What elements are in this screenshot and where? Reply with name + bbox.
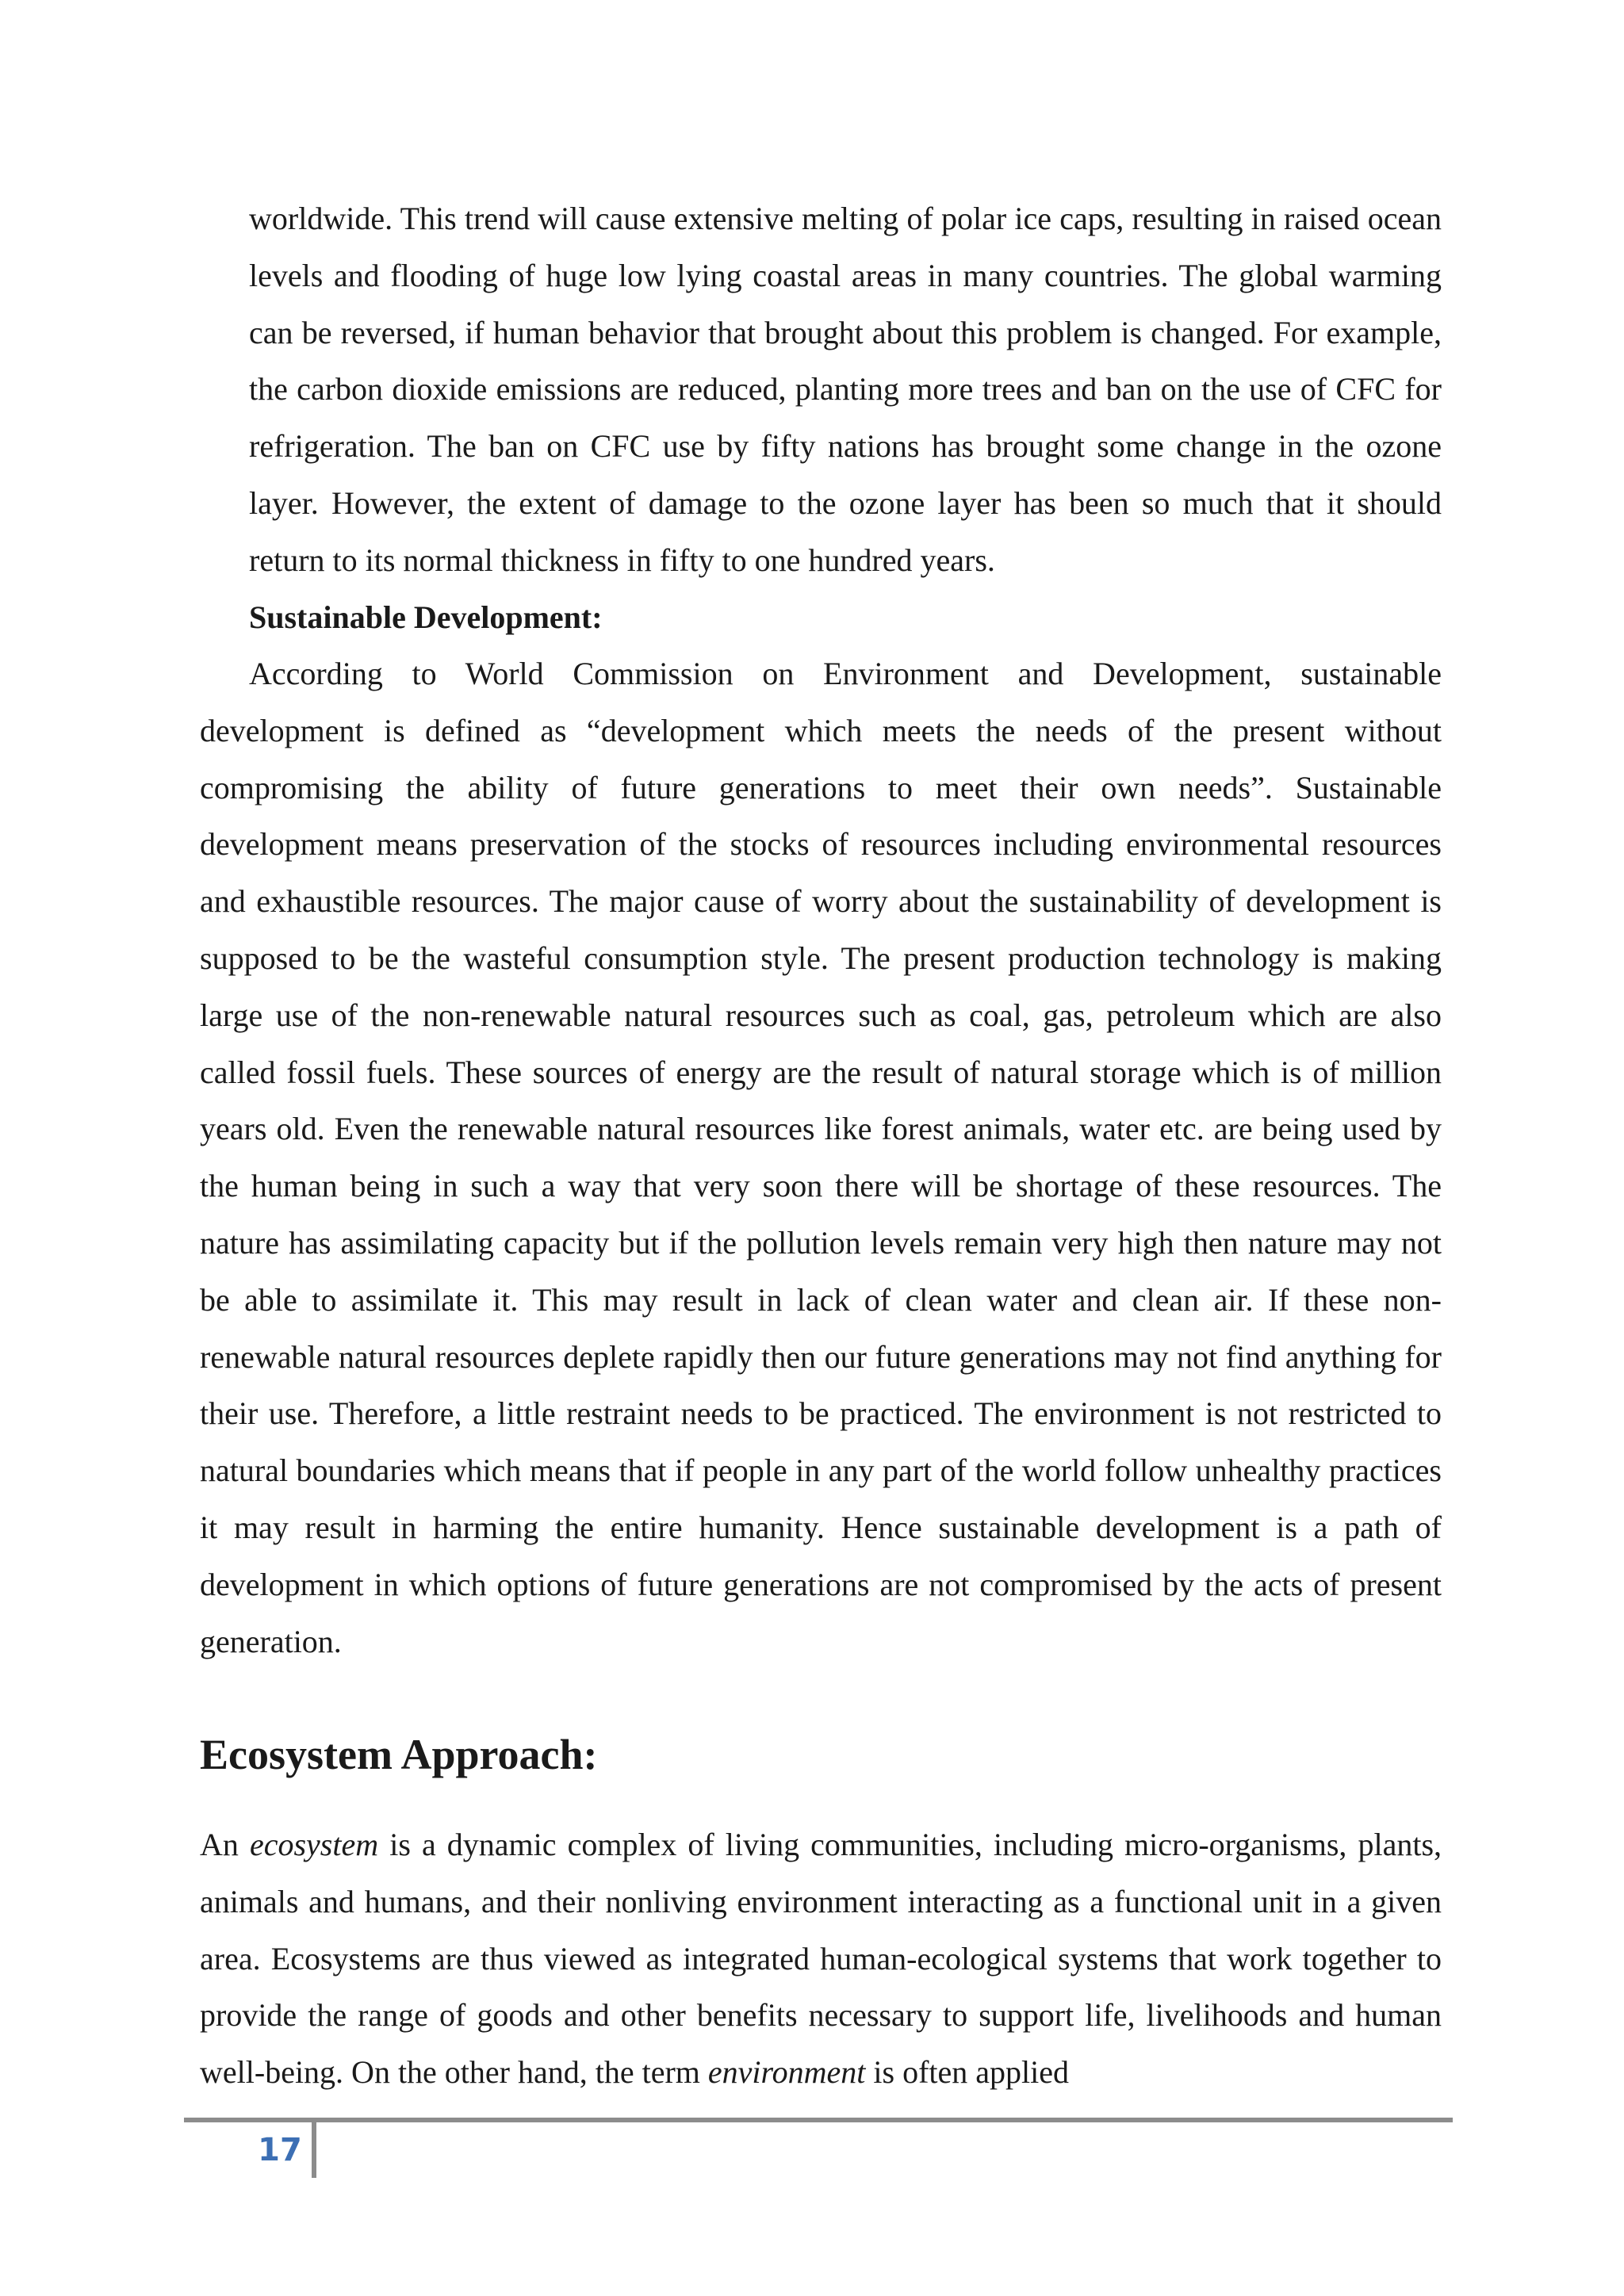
ecosystem-paragraph-start: An (200, 1827, 239, 1862)
term-environment: environment (707, 2054, 866, 2091)
sustainable-development-paragraph: According to World Commission on Environment and Development, sustainable development is defined as “development which meets the needs of the present without compromising the ability of future generations to meet their own needs”. Sustainable development means preservation of the stocks of resources including environmental resources and exhaustible resources. The major cause of worry about the sustainability of development is supposed to be the wasteful consumption style. The present production technology is making large use of the non-renewable natural resources such as coal, gas, petroleum which are also called fossil fuels. These sources of energy are the result of natural storage which is of million years old. Even the renewable natural resources like forest animals, water etc. are being used by the human being in such a way that very soon there will be shortage of these resources. The nature has assimilating capacity but if the pollution levels remain very high then nature may not be able to assimilate it. This may result in lack of clean water and clean air. If these non-renewable natural resources deplete rapidly then our future generations may not find anything for their use. Therefore, a little restraint needs to be practiced. The environment is not restricted to natural boundaries which means that if people in any part of the world follow unhealthy practices it may result in harming the entire humanity. Hence sustainable development is a path of development in which options of future generations are not compromised by the acts of present generation. (200, 656, 1442, 1659)
sustainable-development-subheading: Sustainable Development: (249, 599, 603, 635)
continuation-block (249, 190, 1442, 645)
term-ecosystem: ecosystem (249, 1827, 379, 1862)
footer-rule (184, 2118, 1453, 2122)
ecosystem-paragraph-body: is a dynamic complex of living communities, including micro-organisms, plants, animals and humans, and their nonliving environment interacting as a functional unit in a given area. Ecosystems are thus viewed as integrated human-ecological systems that work together to provide the range of goods and other benefits necessary to support life, livelihoods and human well-being. On the other hand, the term (200, 1827, 1442, 2091)
footer-divider (312, 2121, 316, 2178)
page-number: 17 (258, 2132, 302, 2168)
ecosystem-approach-heading: Ecosystem Approach: (200, 1731, 598, 1778)
ecosystem-paragraph (200, 1816, 1442, 2101)
sustainable-development-block (200, 645, 1442, 1670)
ecosystem-block (200, 1816, 1442, 2101)
continuation-paragraph: worldwide. This trend will cause extensive melting of polar ice caps, resulting in raised ocean levels and flooding of huge low lying coastal areas in many countries. The global warming can be reversed, if human behavior that brought about this problem is changed. For example, the carbon dioxide emissions are reduced, planting more trees and ban on the use of CFC for refrigeration. The ban on CFC use by fifty nations has brought some change in the ozone layer. However, the extent of damage to the ozone layer has been so much that it should return to its normal thickness in fifty to one hundred years. (249, 201, 1442, 578)
ecosystem-paragraph-end: is often applied (873, 2054, 1069, 2091)
